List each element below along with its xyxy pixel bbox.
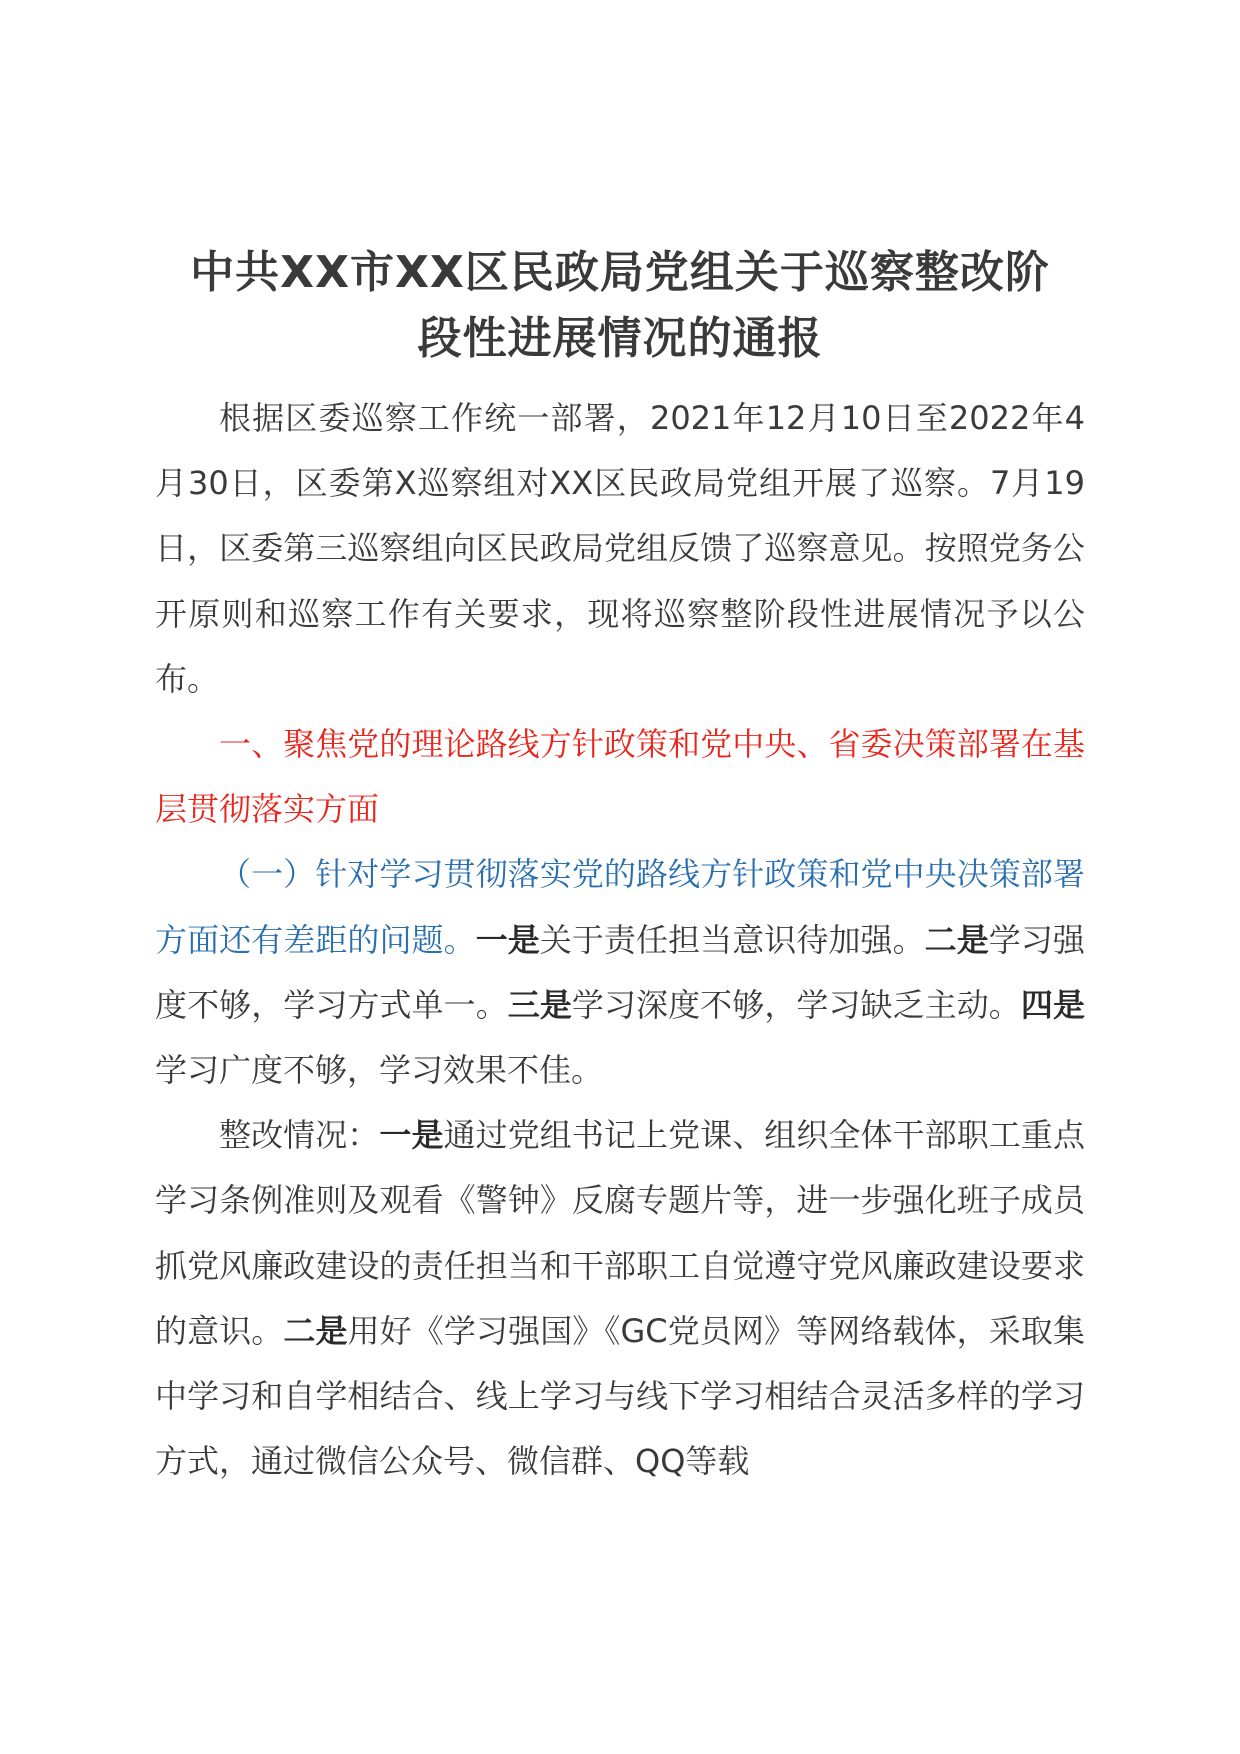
rectification-marker-1: 一是 — [379, 1116, 444, 1155]
section-1-heading: 一、聚焦党的理论路线方针政策和党中央、省委决策部署在基层贯彻落实方面 — [155, 725, 1085, 829]
item-text-2: 学习强度不够，学习方式单一。 — [155, 920, 1085, 1024]
item-text-3: 学习深度不够，学习缺乏主动。 — [571, 985, 1021, 1024]
item-marker-4: 四是 — [1020, 985, 1085, 1024]
subsection-1-heading: （一）针对学习贯彻落实党的路线方针政策和党中央决策部署方面还有差距的问题。 — [155, 855, 1085, 959]
rectification-paragraph — [155, 1103, 1085, 1494]
item-marker-3: 三是 — [507, 985, 572, 1024]
rectification-prefix: 整改情况： — [219, 1116, 380, 1155]
item-text-4: 学习广度不够，学习效果不佳。 — [155, 1051, 604, 1090]
document-title — [155, 240, 1085, 372]
intro-paragraph: 根据区委巡察工作统一部署，2021年12月10日至2022年4月30日，区委第X巡察组对XX区民政局党组开展了巡察。7月19日，区委第三巡察组向区民政局党组反馈了巡察意见。按照党务公开原则和巡察工作有关要求，现将巡察整阶段性进展情况予以公布。 — [155, 399, 1085, 698]
rectification-text-2: 用好《学习强国》《GC党员网》等网络载体，采取集中学习和自学相结合、线上学习与线下学习相结合灵活多样的学习方式，通过微信公众号、微信群、QQ等载 — [155, 1311, 1085, 1481]
rectification-text-1: 通过党组书记上党课、组织全体干部职工重点学习条例准则及观看《警钟》反腐专题片等，进一步强化班子成员抓党风廉政建设的责任担当和干部职工自觉遵守党风廉政建设要求的意识。 — [155, 1116, 1085, 1350]
item-marker-1: 一是 — [475, 920, 540, 959]
rectification-marker-2: 二是 — [283, 1311, 348, 1350]
item-marker-2: 二是 — [924, 920, 989, 959]
document-body — [155, 240, 1085, 1494]
item-text-1: 关于责任担当意识待加强。 — [539, 920, 925, 959]
document-title-line-1: 中共XX市XX区民政局党组关于巡察整改阶 — [190, 247, 1050, 298]
document-title-line-2: 段性进展情况的通报 — [417, 313, 823, 364]
subsection-1-paragraph — [155, 842, 1085, 1103]
